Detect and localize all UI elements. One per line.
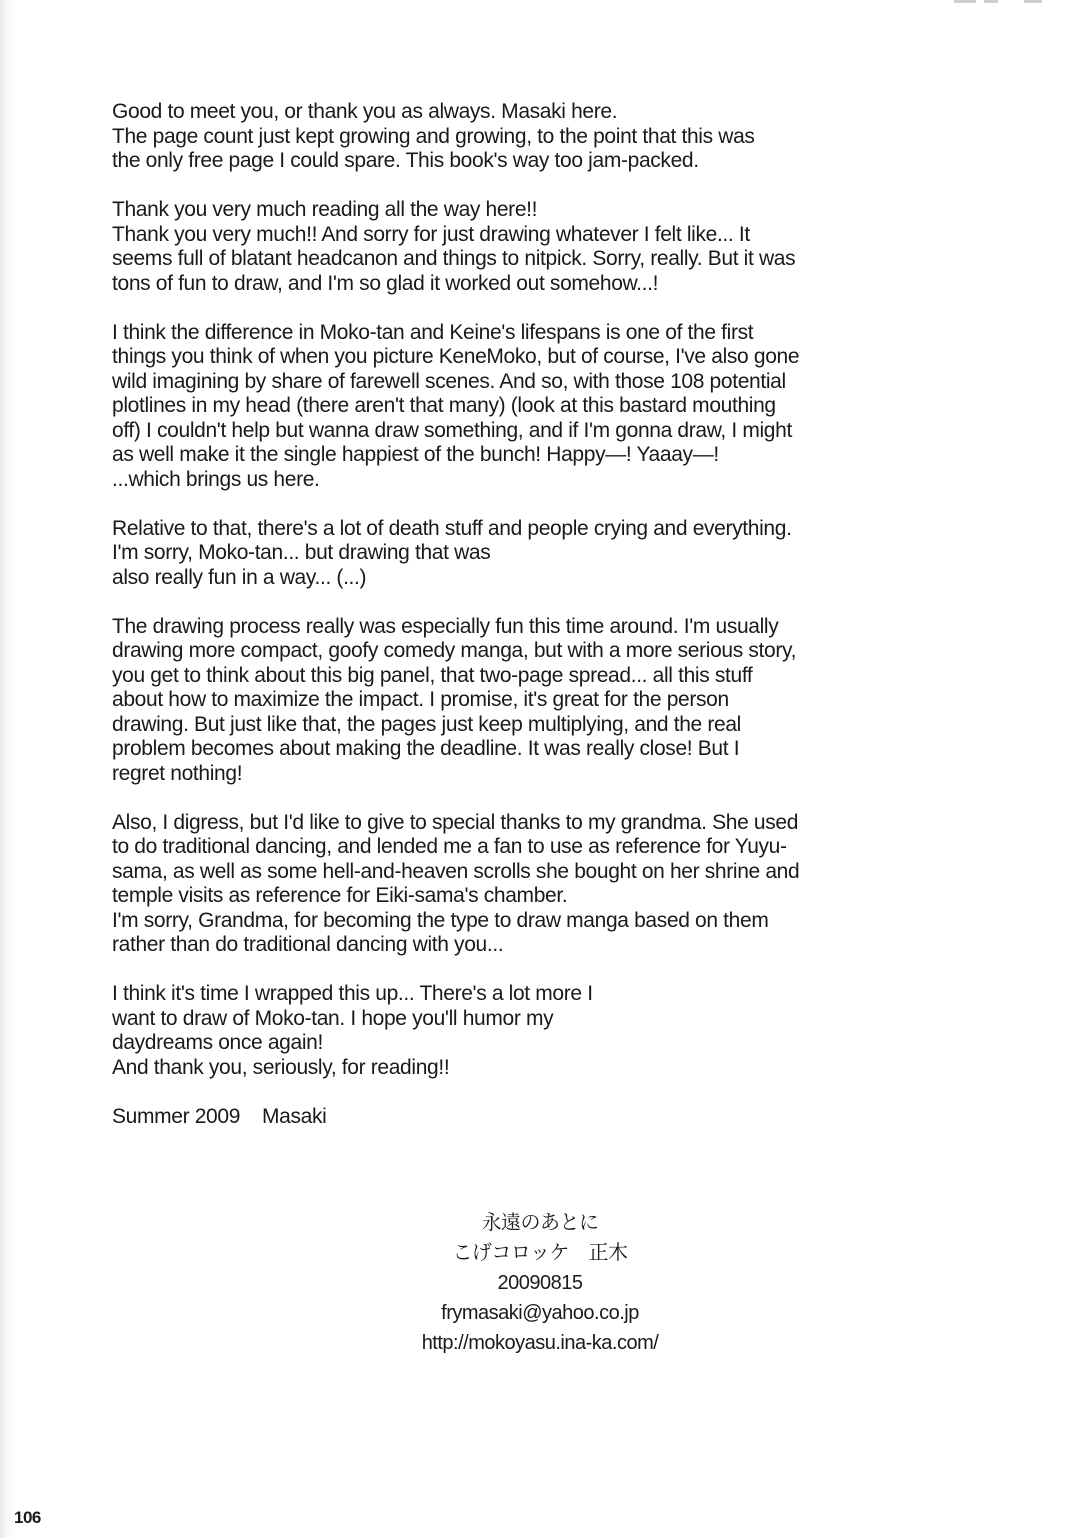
page-number: 106 <box>14 1508 41 1527</box>
signoff <box>112 1105 852 1130</box>
colophon-title: 永遠のあとに <box>481 1212 599 1234</box>
text-line: And thank you, seriously, for reading!! <box>112 1055 450 1079</box>
paragraph-greeting <box>112 100 852 174</box>
text-line: ...which brings us here. <box>112 467 320 491</box>
text-line: The page count just kept growing and growing, to the point that this was <box>112 124 755 148</box>
text-line: problem becomes about making the deadline. It was really close! But I <box>112 737 740 760</box>
text-line: drawing. But just like that, the pages just keep multiplying, and the real <box>112 712 741 736</box>
text-line: to do traditional dancing, and lended me a fan to use as reference for Yuyu- <box>112 835 787 858</box>
colophon-date: 20090815 <box>497 1272 583 1294</box>
text-line: Thank you very much!! And sorry for just drawing whatever I felt like... It <box>112 222 750 246</box>
colophon <box>330 1208 750 1358</box>
text-line: tons of fun to draw, and I'm so glad it worked out somehow...! <box>112 271 659 295</box>
text-line: want to draw of Moko-tan. I hope you'll humor my <box>112 1006 554 1030</box>
text-line: things you think of when you picture KeneMoko, but of course, I've also gone <box>112 345 800 368</box>
paragraph-thanks <box>112 198 852 296</box>
text-line: wild imagining by share of farewell scenes. And so, with those 108 potential <box>112 369 786 393</box>
paragraph-drawing-process <box>112 615 852 787</box>
text-line: as well make it the single happiest of the bunch! Happy—! Yaaay—! <box>112 443 719 466</box>
text-line: drawing more compact, goofy comedy manga, but with a more serious story, <box>112 639 797 662</box>
text-line: seems full of blatant headcanon and things to nitpick. Sorry, really. But it was <box>112 247 796 270</box>
text-line: I think it's time I wrapped this up... There's a lot more I <box>112 982 593 1005</box>
text-line: off) I couldn't help but wanna draw something, and if I'm gonna draw, I might <box>112 418 792 442</box>
text-line: I think the difference in Moko-tan and Keine's lifespans is one of the first <box>112 320 754 344</box>
scan-edge <box>0 0 14 1538</box>
text-line: about how to maximize the impact. I promise, it's great for the person <box>112 688 729 711</box>
text-line: you get to think about this big panel, that two-page spread... all this stuff <box>112 663 753 687</box>
text-line: sama, as well as some hell-and-heaven scrolls she bought on her shrine and <box>112 859 800 883</box>
scan-top-marks <box>954 0 1044 6</box>
text-line: Relative to that, there's a lot of death stuff and people crying and everything. <box>112 516 792 540</box>
text-line: I'm sorry, Moko-tan... but drawing that was <box>112 541 491 564</box>
paragraph-closing <box>112 982 852 1080</box>
paragraph-death-stuff <box>112 517 852 591</box>
text-line: The drawing process really was especially fun this time around. I'm usually <box>112 614 779 638</box>
colophon-email: frymasaki@yahoo.co.jp <box>441 1302 639 1324</box>
paragraph-lifespans <box>112 321 852 493</box>
text-line: regret nothing! <box>112 761 243 785</box>
colophon-url: http://mokoyasu.ina-ka.com/ <box>421 1332 659 1354</box>
text-line: Also, I digress, but I'd like to give to special thanks to my grandma. She used <box>112 810 799 834</box>
text-line: Thank you very much reading all the way here!! <box>112 198 538 221</box>
signoff-season: Summer 2009 <box>112 1104 241 1128</box>
paragraph-grandma <box>112 811 852 958</box>
colophon-circle-author: こげコロッケ 正木 <box>452 1242 628 1264</box>
text-line: rather than do traditional dancing with you... <box>112 933 504 956</box>
text-line: the only free page I could spare. This book's way too jam-packed. <box>112 149 699 172</box>
text-line: I'm sorry, Grandma, for becoming the type to draw manga based on them <box>112 908 769 932</box>
afterword-letter <box>112 100 852 1129</box>
signoff-author: Masaki <box>262 1104 327 1128</box>
text-line: plotlines in my head (there aren't that many) (look at this bastard mouthing <box>112 394 776 417</box>
text-line: daydreams once again! <box>112 1031 323 1054</box>
text-line: also really fun in a way... (...) <box>112 565 367 589</box>
text-line: temple visits as reference for Eiki-sama's chamber. <box>112 884 568 907</box>
text-line: Good to meet you, or thank you as always. Masaki here. <box>112 100 618 123</box>
